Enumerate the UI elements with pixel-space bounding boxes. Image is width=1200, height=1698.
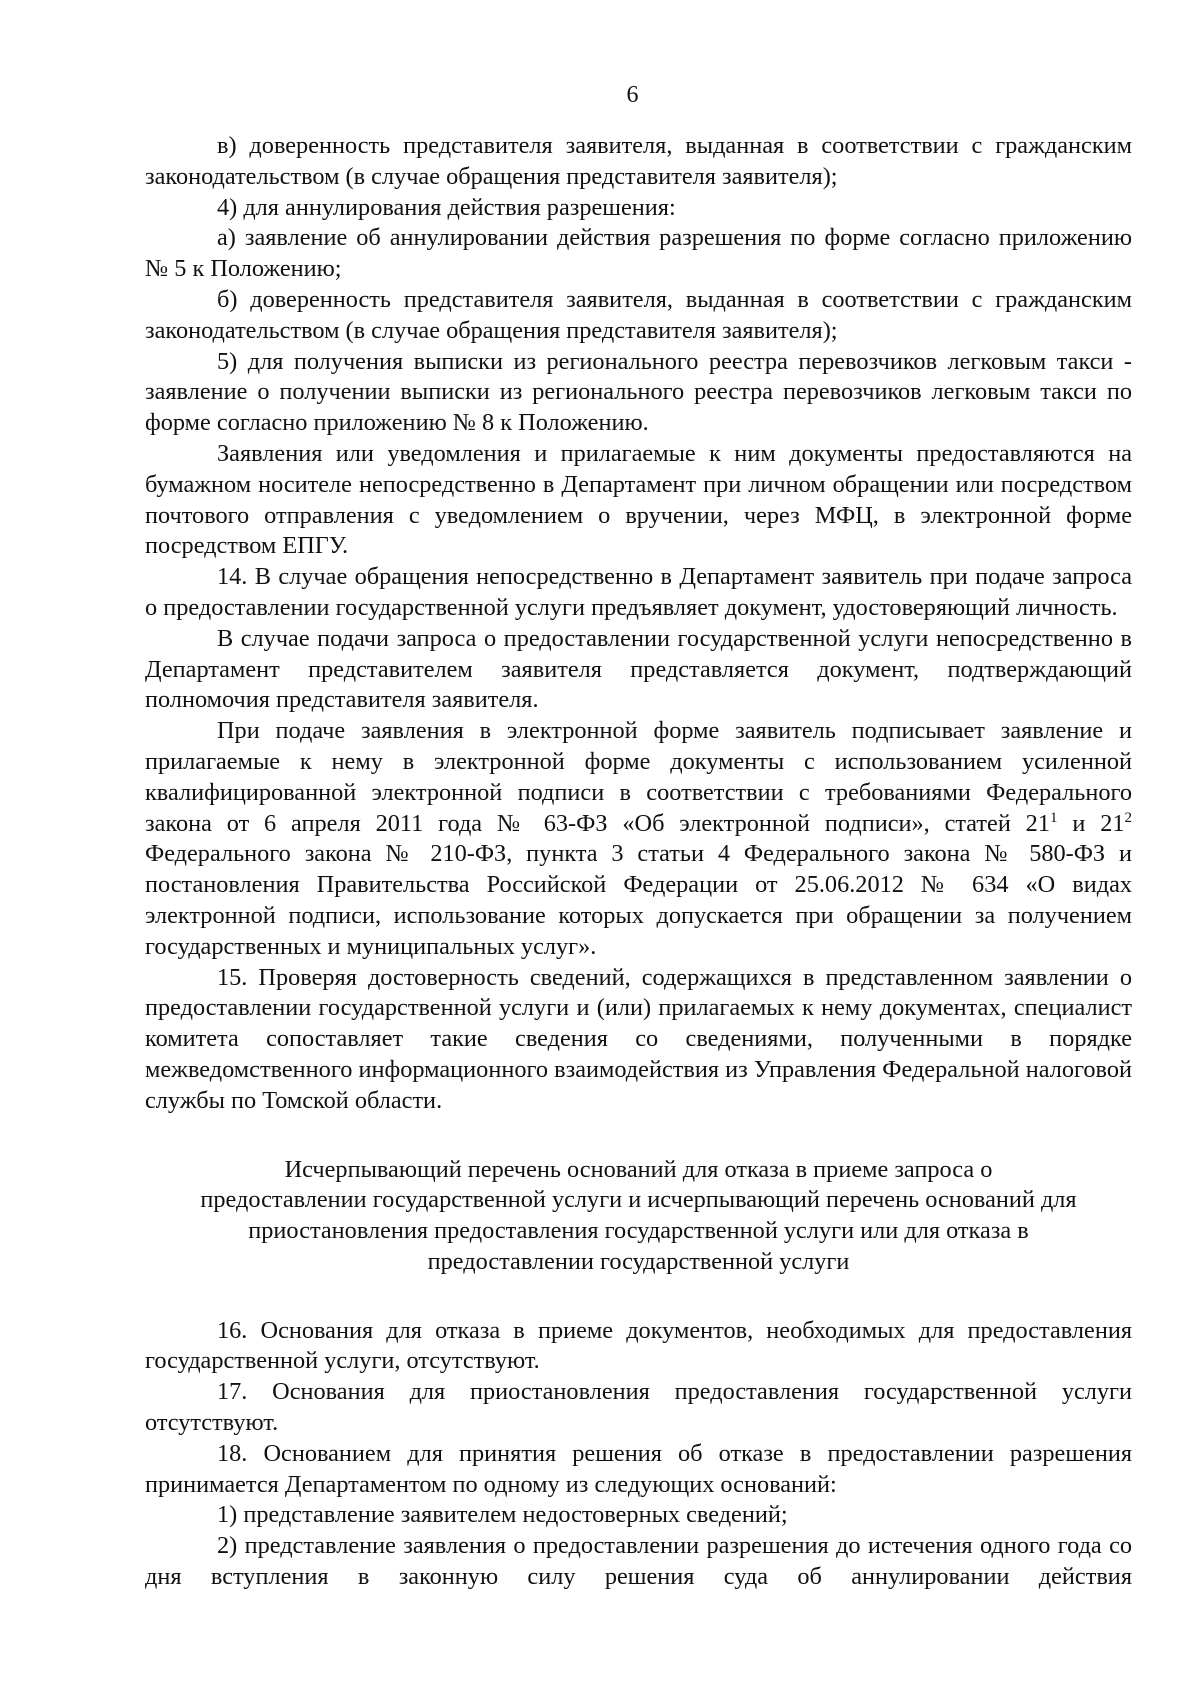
section-heading (145, 1155, 1132, 1278)
document-body (145, 131, 1132, 1593)
heading-line-2: предоставлении государственной услуги и исчерпывающий перечень оснований для (200, 1186, 1077, 1214)
paragraph-18-item-1: 1) представление заявителем недостоверных сведений; (217, 1501, 788, 1529)
paragraph-item-b-power-of-attorney: б) доверенность представителя заявителя, выданная в соответствии с гражданским законодательством (в случае обращения представителя заявителя); (145, 285, 1132, 344)
paragraph-16-no-refusal-grounds: 16. Основания для отказа в приеме документов, необходимых для предоставления государственной услуги, отсутствуют. (145, 1316, 1132, 1375)
paragraph-15-verification: 15. Проверяя достоверность сведений, содержащихся в представленном заявлении о предоставлении государственной услуги и (или) прилагаемых к нему документах, специалист комитета сопоставляет такие сведения со сведениями, полученными в порядке межведомственного информационного взаимодействия из Управления Федеральной налоговой службы по Томской области. (145, 963, 1132, 1114)
heading-line-4: предоставлении государственной услуги (427, 1247, 850, 1275)
signature-text-part-3: Федерального закона № 210-ФЗ, пункта 3 статьи 4 Федерального закона № 580-ФЗ и постановления Правительства Российской Федерации от 25.06.2012 № 634 «О видах электронной подписи, использование которых допускается при обращении за получением государственных и муниципальных услуг». (145, 840, 1132, 960)
page-number: 6 (626, 82, 639, 108)
signature-text-part-1: При подаче заявления в электронной форме заявитель подписывает заявление и прилагаемые к нему в электронной форме документы с использованием усиленной квалифицированной электронной подписи в соответствии с требованиями Федерального закона от 6 апреля 2011 года № 63-ФЗ «Об электронной подписи», статей 21 (145, 717, 1132, 837)
paragraph-electronic-signature (145, 716, 1132, 962)
superscript-1: 1 (1049, 809, 1058, 826)
paragraph-item-v-power-of-attorney: в) доверенность представителя заявителя, выданная в соответствии с гражданским законодательством (в случае обращения представителя заявителя); (145, 132, 1132, 190)
paragraph-representative-authority: В случае подачи запроса о предоставлении государственной услуги непосредственно в Департамент представителем заявителя представляется документ, подтверждающий полномочия представителя заявителя. (145, 624, 1132, 714)
paragraph-submission-methods: Заявления или уведомления и прилагаемые к ним документы предоставляются на бумажном носителе непосредственно в Департамент при личном обращении или посредством почтового отправления с уведомлением о вручении, через МФЦ, в электронной форме посредством ЕПГУ. (145, 439, 1132, 560)
signature-text-part-2: и 21 (1057, 809, 1125, 837)
paragraph-17-no-suspension-grounds: 17. Основания для приостановления предоставления государственной услуги отсутствуют. (145, 1378, 1132, 1437)
paragraph-item-5-registry-extract: 5) для получения выписки из регионального реестра перевозчиков легковым такси - заявление о получении выписки из регионального реестра перевозчиков легковым такси по форме согласно приложению № 8 к Положению. (145, 347, 1132, 437)
paragraph-item-a-cancellation-application: а) заявление об аннулировании действия разрешения по форме согласно приложению № 5 к Положению; (145, 224, 1132, 283)
paragraph-14-identity-document: 14. В случае обращения непосредственно в Департамент заявитель при подаче запроса о предоставлении государственной услуги предъявляет документ, удостоверяющий личность. (145, 563, 1132, 621)
paragraph-item-4-cancellation: 4) для аннулирования действия разрешения: (217, 193, 676, 221)
superscript-2: 2 (1124, 809, 1132, 826)
paragraph-18-refusal-basis: 18. Основанием для принятия решения об отказе в предоставлении разрешения принимается Департаментом по одному из следующих оснований: (145, 1439, 1132, 1498)
paragraph-18-item-2: 2) представление заявления о предоставлении разрешения до истечения одного года со дня вступления в законную силу решения суда об аннулировании действия (145, 1532, 1132, 1591)
heading-line-3: приостановления предоставления государственной услуги или для отказа в (248, 1217, 1029, 1245)
heading-line-1: Исчерпывающий перечень оснований для отказа в приеме запроса о (284, 1155, 993, 1183)
